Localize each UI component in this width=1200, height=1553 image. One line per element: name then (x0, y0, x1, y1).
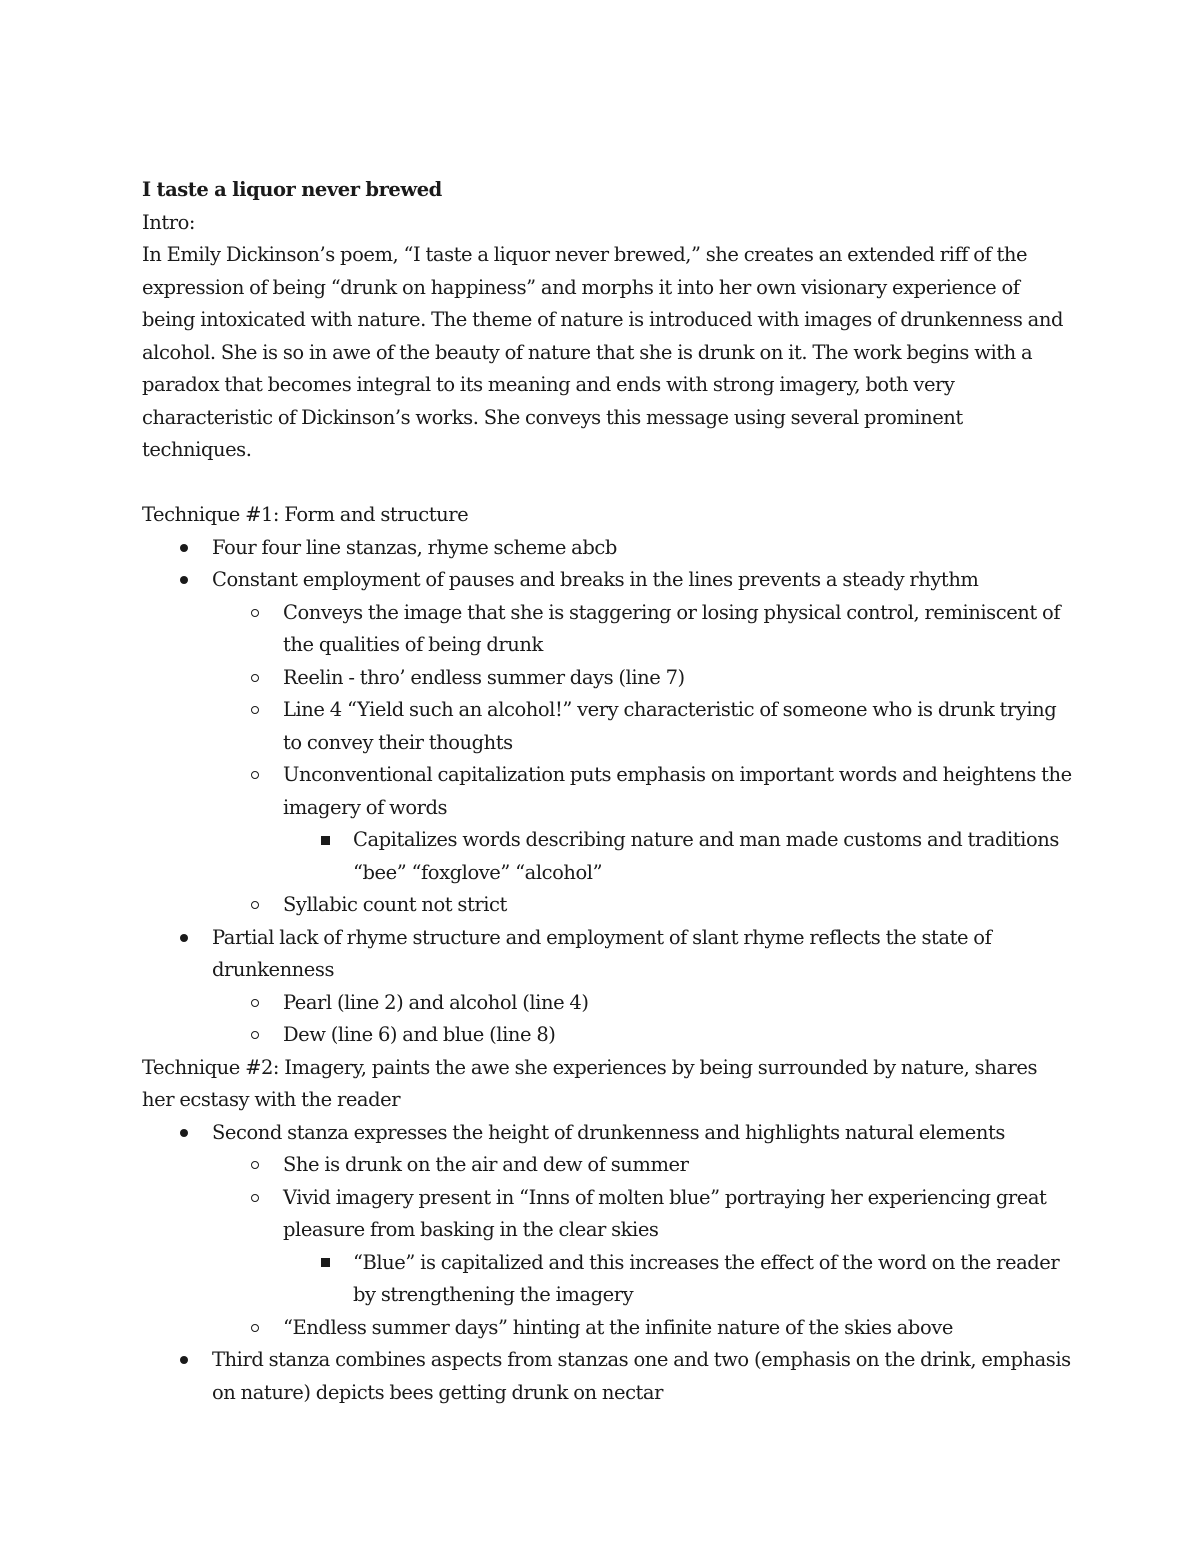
document-title: I taste a liquor never brewed (142, 178, 442, 201)
list-item: Reelin - thro’ endless summer days (line 7) (142, 662, 1072, 695)
list-item: Partial lack of rhyme structure and employment of slant rhyme reflects the state of drunkenness (142, 922, 1072, 987)
bullet-circle-icon (248, 662, 262, 695)
intro-label: Intro: (142, 210, 196, 234)
list-item: Constant employment of pauses and breaks in the lines prevents a steady rhythm (142, 564, 1072, 597)
bullet-circle-icon (248, 1182, 262, 1215)
technique-1-heading: Technique #1: Form and structure (142, 503, 469, 526)
bullet-circle-icon (248, 694, 262, 727)
bullet-circle-icon (248, 889, 262, 922)
bullet-dot-icon (177, 532, 191, 565)
list-item: Line 4 “Yield such an alcohol!” very characteristic of someone who is drunk trying to convey their thoughts (142, 694, 1072, 759)
list-item: Conveys the image that she is staggering or losing physical control, reminiscent of the qualities of being drunk (142, 597, 1072, 662)
list-item: Unconventional capitalization puts emphasis on important words and heightens the imagery of words (142, 759, 1072, 824)
bullet-square-icon (318, 1247, 332, 1280)
bullet-dot-icon (177, 1117, 191, 1150)
technique-2-heading: Technique #2: Imagery, paints the awe she experiences by being surrounded by nature, shares her ecstasy with the reader (142, 1055, 1038, 1111)
bullet-circle-icon (248, 759, 262, 792)
list-item: She is drunk on the air and dew of summer (142, 1149, 1072, 1182)
list-item: Vivid imagery present in “Inns of molten blue” portraying her experiencing great pleasure from basking in the clear skies (142, 1182, 1072, 1247)
list-item: Four four line stanzas, rhyme scheme abcb (142, 532, 1072, 565)
bullet-square-icon (318, 824, 332, 857)
list-item: Third stanza combines aspects from stanzas one and two (emphasis on the drink, emphasis on nature) depicts bees getting drunk on nectar (142, 1344, 1072, 1409)
list-item: Pearl (line 2) and alcohol (line 4) (142, 987, 1072, 1020)
bullet-circle-icon (248, 1149, 262, 1182)
technique-1-list (142, 532, 1072, 1052)
technique-2-list (142, 1117, 1072, 1410)
bullet-dot-icon (177, 922, 191, 955)
bullet-circle-icon (248, 597, 262, 630)
list-item: “Blue” is capitalized and this increases the effect of the word on the reader by strengthening the imagery (142, 1247, 1072, 1312)
document-page (142, 174, 1072, 1409)
bullet-circle-icon (248, 1312, 262, 1345)
bullet-circle-icon (248, 1019, 262, 1052)
list-item: Dew (line 6) and blue (line 8) (142, 1019, 1072, 1052)
list-item: Second stanza expresses the height of drunkenness and highlights natural elements (142, 1117, 1072, 1150)
list-item: Syllabic count not strict (142, 889, 1072, 922)
list-item: Capitalizes words describing nature and man made customs and traditions “bee” “foxglove” “alcohol” (142, 824, 1072, 889)
bullet-circle-icon (248, 987, 262, 1020)
intro-paragraph: In Emily Dickinson’s poem, “I taste a liquor never brewed,” she creates an extended riff of the expression of being “drunk on happiness” and morphs it into her own visionary experience of being intoxicated with nature. The theme of nature is introduced with images of drunkenness and alcohol. She is so in awe of the beauty of nature that she is drunk on it. The work begins with a paradox that becomes integral to its meaning and ends with strong imagery, both very characteristic of Dickinson’s works. She conveys this message using several prominent techniques. (142, 243, 1063, 461)
list-item: “Endless summer days” hinting at the infinite nature of the skies above (142, 1312, 1072, 1345)
bullet-dot-icon (177, 1344, 191, 1377)
bullet-dot-icon (177, 564, 191, 597)
